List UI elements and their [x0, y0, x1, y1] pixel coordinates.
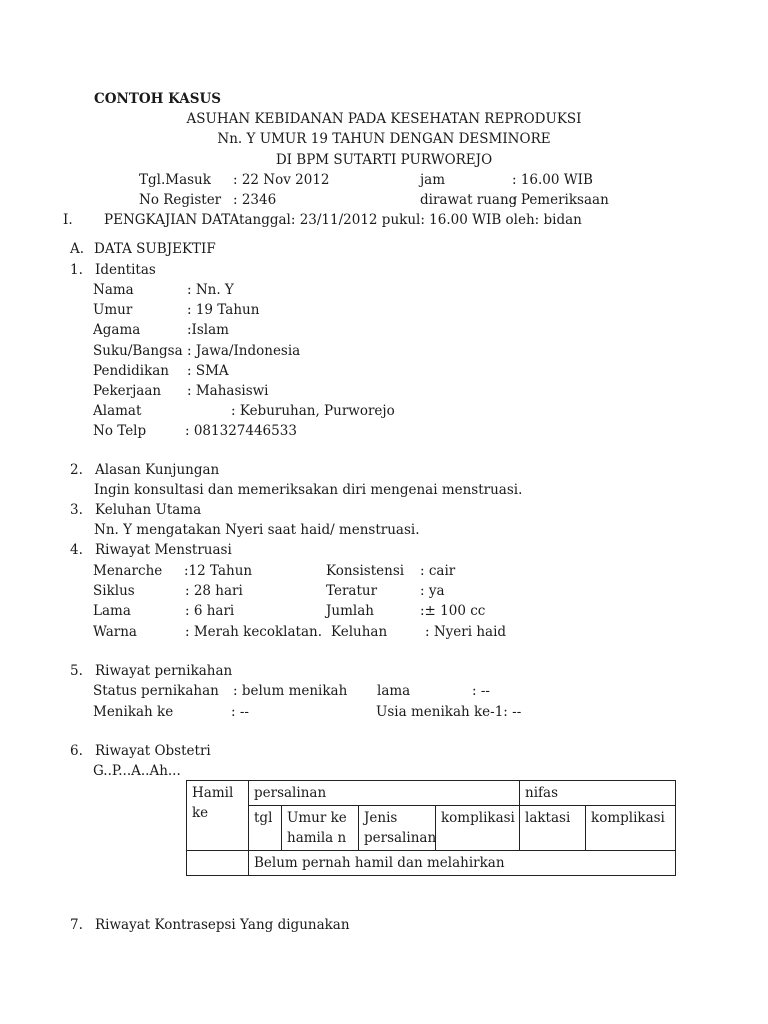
field-value: :12 Tahun: [184, 563, 253, 579]
field-value: : Merah kecoklatan.: [185, 624, 323, 640]
table-header-komplikasi: komplikasi: [436, 806, 520, 851]
field-value: : Nn. Y: [187, 282, 234, 298]
table-header-laktasi: laktasi: [520, 806, 586, 851]
field-label: Nama: [93, 282, 134, 298]
item-text: Ingin konsultasi dan memeriksakan diri mengenai menstruasi.: [94, 482, 523, 498]
field-label: Konsistensi: [326, 563, 405, 579]
item-title: Riwayat Kontrasepsi Yang digunakan: [95, 917, 350, 933]
field-value: : Mahasiswi: [187, 383, 269, 399]
obstetric-history-table: [186, 780, 676, 876]
field-label: Alamat: [93, 403, 142, 419]
no-register-value: : 2346: [233, 192, 277, 208]
item-text: Nn. Y mengatakan Nyeri saat haid/ menstruasi.: [94, 522, 420, 538]
tgl-masuk-value: : 22 Nov 2012: [233, 172, 330, 188]
table-header-jenis-persalinan: Jenis persalinan: [359, 806, 436, 851]
field-label: No Telp: [93, 423, 147, 439]
field-text: Usia menikah ke-1: --: [376, 704, 522, 720]
field-value: : Nyeri haid: [425, 624, 507, 640]
item-title: Riwayat Obstetri: [95, 743, 211, 759]
field-label: lama: [377, 683, 411, 699]
subsection-label: A.: [70, 241, 85, 257]
item-number: 7.: [70, 917, 83, 933]
field-value: : --: [472, 683, 490, 699]
item-title: Identitas: [95, 262, 156, 278]
field-value: :± 100 cc: [420, 603, 486, 619]
field-value: : --: [231, 704, 249, 720]
field-value: : belum menikah: [233, 683, 348, 699]
section-title: PENGKAJIAN DATA: [104, 212, 240, 228]
field-label: Umur: [93, 302, 133, 318]
field-value: : ya: [420, 583, 445, 599]
gpa-formula: G..P...A..Ah...: [93, 763, 181, 779]
item-number: 3.: [70, 502, 83, 518]
field-label: Pekerjaan: [93, 383, 162, 399]
field-value: : 28 hari: [185, 583, 243, 599]
section-heading: [104, 211, 582, 229]
item-number: 1.: [70, 262, 83, 278]
table-header-umur-kehamilan: Umur kehamila n: [282, 806, 359, 851]
table-header-komplikasi-nifas: komplikasi: [586, 806, 676, 851]
field-label: Status pernikahan: [93, 683, 219, 699]
table-header-nifas: nifas: [520, 781, 676, 806]
field-label: Pendidikan: [93, 363, 170, 379]
field-label: Suku/Bangsa: [93, 343, 183, 359]
section-detail: tanggal: 23/11/2012 pukul: 16.00 WIB oleh: bidan: [239, 212, 582, 228]
field-label: Jumlah: [326, 603, 374, 619]
field-value: : SMA: [187, 363, 229, 379]
field-value: : cair: [420, 563, 456, 579]
document-subtitle: Nn. Y UMUR 19 TAHUN DENGAN DESMINORE: [217, 131, 551, 147]
field-value: : Jawa/Indonesia: [187, 343, 301, 359]
table-header-persalinan: persalinan: [249, 781, 520, 806]
field-value: :Islam: [187, 322, 229, 338]
field-label: Warna: [93, 624, 137, 640]
field-label: Agama: [93, 322, 141, 338]
table-header-tgl: tgl: [249, 806, 282, 851]
field-label: Teratur: [326, 583, 378, 599]
item-title: Riwayat pernikahan: [95, 663, 233, 679]
document-location: DI BPM SUTARTI PURWOREJO: [275, 152, 493, 168]
field-value: : 19 Tahun: [187, 302, 260, 318]
field-label: Menikah ke: [93, 704, 174, 720]
section-label: CONTOH KASUS: [94, 91, 222, 107]
no-register-label: No Register: [139, 192, 222, 208]
document-title: ASUHAN KEBIDANAN PADA KESEHATAN REPRODUKSI: [186, 111, 582, 127]
jam-value: : 16.00 WIB: [512, 172, 593, 188]
table-note: Belum pernah hamil dan melahirkan: [249, 851, 676, 876]
table-cell-empty: [187, 851, 249, 876]
item-number: 4.: [70, 542, 83, 558]
item-title: Riwayat Menstruasi: [95, 542, 232, 558]
field-label: Menarche: [93, 563, 163, 579]
subsection-title: DATA SUBJEKTIF: [94, 241, 216, 257]
item-title: Keluhan Utama: [95, 502, 202, 518]
jam-label: jam: [420, 172, 446, 188]
dirawat-ruang-label: dirawat ruang: [420, 192, 518, 208]
table-header-hamil: Hamil ke: [187, 781, 249, 851]
field-value: : Keburuhan, Purworejo: [231, 403, 395, 419]
field-label: Keluhan: [331, 624, 388, 640]
item-number: 6.: [70, 743, 83, 759]
field-value: : 6 hari: [185, 603, 235, 619]
dirawat-ruang-value: : Pemeriksaan: [512, 192, 609, 208]
field-value: : 081327446533: [185, 423, 297, 439]
item-number: 2.: [70, 462, 83, 478]
tgl-masuk-label: Tgl.Masuk: [139, 172, 211, 188]
item-title: Alasan Kunjungan: [95, 462, 220, 478]
item-number: 5.: [70, 663, 83, 679]
field-label: Lama: [93, 603, 131, 619]
field-label: Siklus: [93, 583, 135, 599]
section-number: I.: [63, 212, 73, 228]
